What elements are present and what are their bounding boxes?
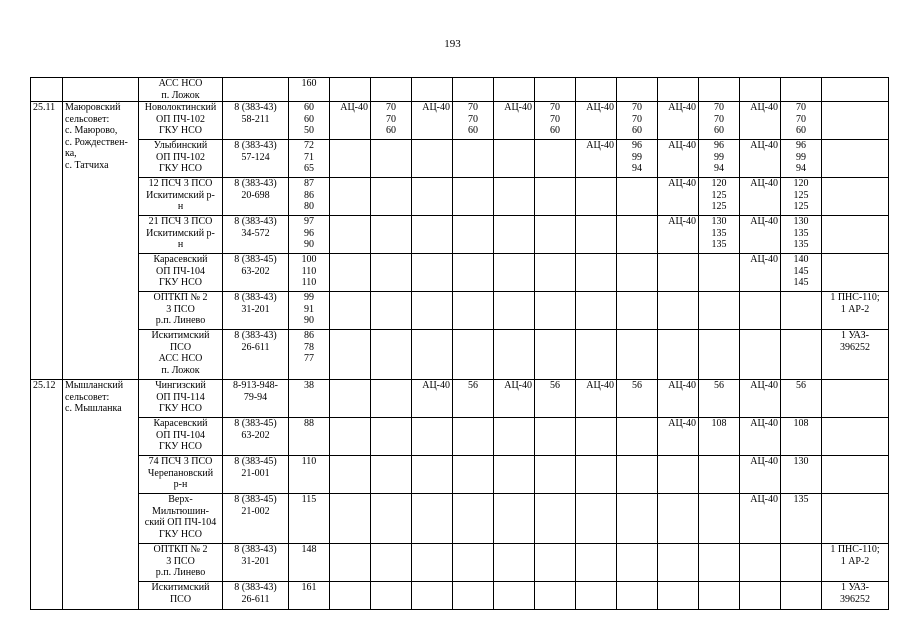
rank-5-truck bbox=[658, 292, 699, 330]
rank-6-truck bbox=[740, 544, 781, 582]
rank-6-time bbox=[781, 78, 822, 102]
rank-5-truck bbox=[658, 456, 699, 494]
phone-cell: 8 (383-43) 20-698 bbox=[223, 178, 289, 216]
distance-cell: 86 78 77 bbox=[289, 330, 330, 380]
other-equipment-cell bbox=[822, 140, 889, 178]
rank-1-truck bbox=[330, 418, 371, 456]
rank-5-time: 70 70 60 bbox=[699, 102, 740, 140]
distance-cell: 60 60 50 bbox=[289, 102, 330, 140]
rank-1-time bbox=[371, 456, 412, 494]
rank-3-truck bbox=[494, 78, 535, 102]
distance-cell: 160 bbox=[289, 78, 330, 102]
unit-cell: Искитимский ПСО АСС НСО п. Ложок bbox=[139, 330, 223, 380]
phone-cell: 8 (383-45) 21-002 bbox=[223, 494, 289, 544]
rank-3-time bbox=[535, 78, 576, 102]
distance-cell: 72 71 65 bbox=[289, 140, 330, 178]
rank-2-truck bbox=[412, 216, 453, 254]
rank-5-time: 120 125 125 bbox=[699, 178, 740, 216]
rank-2-truck bbox=[412, 456, 453, 494]
rank-1-time bbox=[371, 178, 412, 216]
unit-cell: Верх- Мильтюшин- ский ОП ПЧ-104 ГКУ НСО bbox=[139, 494, 223, 544]
rank-3-time bbox=[535, 292, 576, 330]
table-row bbox=[31, 418, 889, 456]
table-row bbox=[31, 380, 889, 418]
distance-cell: 87 86 80 bbox=[289, 178, 330, 216]
rank-2-truck bbox=[412, 544, 453, 582]
rank-5-truck: АЦ-40 bbox=[658, 178, 699, 216]
rank-4-time: 56 bbox=[617, 380, 658, 418]
rank-1-time bbox=[371, 216, 412, 254]
rank-4-time: 96 99 94 bbox=[617, 140, 658, 178]
rank-4-truck: АЦ-40 bbox=[576, 380, 617, 418]
rank-1-time: 70 70 60 bbox=[371, 102, 412, 140]
unit-cell: 21 ПСЧ 3 ПСО Искитимский р- н bbox=[139, 216, 223, 254]
table-row bbox=[31, 494, 889, 544]
row-number-cell: 25.11 bbox=[31, 102, 63, 380]
rank-3-truck bbox=[494, 418, 535, 456]
rank-5-truck: АЦ-40 bbox=[658, 102, 699, 140]
table-row bbox=[31, 544, 889, 582]
phone-cell: 8 (383-45) 21-001 bbox=[223, 456, 289, 494]
rank-2-time bbox=[453, 418, 494, 456]
phone-cell: 8 (383-43) 31-201 bbox=[223, 292, 289, 330]
rank-1-time bbox=[371, 544, 412, 582]
rank-5-time bbox=[699, 544, 740, 582]
rank-6-time: 70 70 60 bbox=[781, 102, 822, 140]
distance-cell: 148 bbox=[289, 544, 330, 582]
rank-6-truck: АЦ-40 bbox=[740, 140, 781, 178]
rank-5-time bbox=[699, 78, 740, 102]
rank-4-time bbox=[617, 254, 658, 292]
rank-1-truck bbox=[330, 254, 371, 292]
unit-cell: ОПТКП № 2 3 ПСО р.п. Линево bbox=[139, 544, 223, 582]
distance-cell: 115 bbox=[289, 494, 330, 544]
rank-3-truck bbox=[494, 330, 535, 380]
page-number: 193 bbox=[444, 38, 461, 50]
rank-5-truck bbox=[658, 78, 699, 102]
distance-cell: 161 bbox=[289, 582, 330, 610]
rank-3-time bbox=[535, 178, 576, 216]
rank-3-time bbox=[535, 418, 576, 456]
rank-1-truck bbox=[330, 292, 371, 330]
distance-cell: 99 91 90 bbox=[289, 292, 330, 330]
rank-3-time bbox=[535, 582, 576, 610]
rank-5-truck bbox=[658, 582, 699, 610]
rank-3-truck bbox=[494, 544, 535, 582]
rank-3-truck bbox=[494, 582, 535, 610]
phone-cell: 8 (383-43) 26-611 bbox=[223, 582, 289, 610]
rank-3-time: 56 bbox=[535, 380, 576, 418]
rank-4-time bbox=[617, 494, 658, 544]
rank-1-truck bbox=[330, 494, 371, 544]
rank-4-truck bbox=[576, 254, 617, 292]
other-equipment-cell: 1 УАЗ- 396252 bbox=[822, 582, 889, 610]
rank-2-truck bbox=[412, 582, 453, 610]
distance-cell: 88 bbox=[289, 418, 330, 456]
table-row bbox=[31, 456, 889, 494]
rank-2-time bbox=[453, 254, 494, 292]
rank-3-truck bbox=[494, 494, 535, 544]
phone-cell bbox=[223, 78, 289, 102]
rank-2-time: 70 70 60 bbox=[453, 102, 494, 140]
rank-3-time bbox=[535, 254, 576, 292]
rank-5-time bbox=[699, 582, 740, 610]
rank-1-truck bbox=[330, 140, 371, 178]
unit-cell: Улыбинский ОП ПЧ-102 ГКУ НСО bbox=[139, 140, 223, 178]
rank-5-truck: АЦ-40 bbox=[658, 216, 699, 254]
rank-4-time bbox=[617, 78, 658, 102]
rank-4-truck bbox=[576, 78, 617, 102]
rank-1-time bbox=[371, 78, 412, 102]
rank-5-truck bbox=[658, 254, 699, 292]
rank-5-truck bbox=[658, 494, 699, 544]
rank-5-truck: АЦ-40 bbox=[658, 380, 699, 418]
rank-1-truck bbox=[330, 380, 371, 418]
other-equipment-cell bbox=[822, 254, 889, 292]
rank-6-time bbox=[781, 544, 822, 582]
phone-cell: 8 (383-43) 26-611 bbox=[223, 330, 289, 380]
phone-cell: 8 (383-45) 63-202 bbox=[223, 254, 289, 292]
rank-6-time: 56 bbox=[781, 380, 822, 418]
table-row bbox=[31, 140, 889, 178]
unit-cell: 12 ПСЧ 3 ПСО Искитимский р- н bbox=[139, 178, 223, 216]
rank-6-truck bbox=[740, 292, 781, 330]
rank-1-time bbox=[371, 582, 412, 610]
rank-2-time bbox=[453, 178, 494, 216]
rank-6-truck: АЦ-40 bbox=[740, 418, 781, 456]
rank-6-time: 135 bbox=[781, 494, 822, 544]
rank-1-truck bbox=[330, 330, 371, 380]
rank-4-truck bbox=[576, 544, 617, 582]
rank-6-time: 96 99 94 bbox=[781, 140, 822, 178]
rank-6-time bbox=[781, 330, 822, 380]
rank-6-time: 130 bbox=[781, 456, 822, 494]
rank-5-time: 56 bbox=[699, 380, 740, 418]
rank-1-truck: АЦ-40 bbox=[330, 102, 371, 140]
rank-2-time bbox=[453, 292, 494, 330]
distance-cell: 97 96 90 bbox=[289, 216, 330, 254]
unit-cell: 74 ПСЧ 3 ПСО Черепановский р-н bbox=[139, 456, 223, 494]
rank-1-time bbox=[371, 418, 412, 456]
rank-2-time bbox=[453, 216, 494, 254]
phone-cell: 8 (383-43) 34-572 bbox=[223, 216, 289, 254]
rank-6-truck bbox=[740, 582, 781, 610]
rank-2-time bbox=[453, 456, 494, 494]
rank-3-truck bbox=[494, 178, 535, 216]
rank-3-truck bbox=[494, 292, 535, 330]
unit-cell: Карасевский ОП ПЧ-104 ГКУ НСО bbox=[139, 418, 223, 456]
distance-cell: 110 bbox=[289, 456, 330, 494]
rank-2-truck bbox=[412, 254, 453, 292]
rank-3-time: 70 70 60 bbox=[535, 102, 576, 140]
rank-5-time: 96 99 94 bbox=[699, 140, 740, 178]
table-row bbox=[31, 330, 889, 380]
rank-6-time: 108 bbox=[781, 418, 822, 456]
rank-6-time: 140 145 145 bbox=[781, 254, 822, 292]
rank-4-truck bbox=[576, 582, 617, 610]
phone-cell: 8-913-948- 79-94 bbox=[223, 380, 289, 418]
rank-6-time bbox=[781, 292, 822, 330]
rank-3-time bbox=[535, 456, 576, 494]
rank-4-truck bbox=[576, 216, 617, 254]
row-number-cell bbox=[31, 78, 63, 102]
rank-4-truck bbox=[576, 418, 617, 456]
phone-cell: 8 (383-45) 63-202 bbox=[223, 418, 289, 456]
rank-4-time bbox=[617, 178, 658, 216]
unit-cell: Карасевский ОП ПЧ-104 ГКУ НСО bbox=[139, 254, 223, 292]
rank-5-truck bbox=[658, 544, 699, 582]
rank-1-time bbox=[371, 330, 412, 380]
rank-6-truck: АЦ-40 bbox=[740, 102, 781, 140]
table-row bbox=[31, 102, 889, 140]
rank-1-time bbox=[371, 380, 412, 418]
settlement-cell: Мышланский сельсовет: с. Мышланка bbox=[63, 380, 139, 610]
rank-1-truck bbox=[330, 544, 371, 582]
other-equipment-cell: 1 УАЗ- 396252 bbox=[822, 330, 889, 380]
other-equipment-cell bbox=[822, 102, 889, 140]
rank-2-time bbox=[453, 494, 494, 544]
rank-2-truck bbox=[412, 494, 453, 544]
rank-2-truck bbox=[412, 178, 453, 216]
other-equipment-cell: 1 ПНС-110; 1 АР-2 bbox=[822, 292, 889, 330]
rank-6-time: 120 125 125 bbox=[781, 178, 822, 216]
rank-2-truck: АЦ-40 bbox=[412, 380, 453, 418]
rank-2-time bbox=[453, 544, 494, 582]
rank-2-truck bbox=[412, 78, 453, 102]
rank-4-time bbox=[617, 456, 658, 494]
table-row bbox=[31, 582, 889, 610]
rank-2-time bbox=[453, 582, 494, 610]
table-row bbox=[31, 254, 889, 292]
rank-1-truck bbox=[330, 78, 371, 102]
rank-4-time bbox=[617, 418, 658, 456]
rank-6-truck: АЦ-40 bbox=[740, 178, 781, 216]
rank-4-truck bbox=[576, 456, 617, 494]
unit-cell: ОПТКП № 2 3 ПСО р.п. Линево bbox=[139, 292, 223, 330]
rank-3-time bbox=[535, 140, 576, 178]
table-row bbox=[31, 178, 889, 216]
rank-6-time bbox=[781, 582, 822, 610]
rank-5-time: 130 135 135 bbox=[699, 216, 740, 254]
rank-3-truck bbox=[494, 456, 535, 494]
rank-4-time bbox=[617, 292, 658, 330]
rank-1-time bbox=[371, 292, 412, 330]
rank-4-time: 70 70 60 bbox=[617, 102, 658, 140]
rank-4-truck bbox=[576, 292, 617, 330]
rank-3-time bbox=[535, 330, 576, 380]
rank-3-time bbox=[535, 216, 576, 254]
rank-5-time bbox=[699, 292, 740, 330]
rank-1-time bbox=[371, 494, 412, 544]
unit-cell: Чингизский ОП ПЧ-114 ГКУ НСО bbox=[139, 380, 223, 418]
rank-2-time bbox=[453, 78, 494, 102]
rank-2-truck bbox=[412, 292, 453, 330]
rank-4-time bbox=[617, 216, 658, 254]
rank-3-truck: АЦ-40 bbox=[494, 102, 535, 140]
other-equipment-cell bbox=[822, 78, 889, 102]
rank-2-truck bbox=[412, 330, 453, 380]
settlement-cell bbox=[63, 78, 139, 102]
rank-2-truck bbox=[412, 418, 453, 456]
other-equipment-cell bbox=[822, 456, 889, 494]
rank-5-truck bbox=[658, 330, 699, 380]
rank-1-truck bbox=[330, 456, 371, 494]
rank-3-time bbox=[535, 544, 576, 582]
rank-3-truck bbox=[494, 216, 535, 254]
rank-5-truck: АЦ-40 bbox=[658, 140, 699, 178]
phone-cell: 8 (383-43) 57-124 bbox=[223, 140, 289, 178]
rank-6-truck: АЦ-40 bbox=[740, 380, 781, 418]
unit-cell: Искитимский ПСО bbox=[139, 582, 223, 610]
rank-6-truck bbox=[740, 330, 781, 380]
rank-4-truck: АЦ-40 bbox=[576, 102, 617, 140]
rank-6-truck bbox=[740, 78, 781, 102]
rank-4-truck bbox=[576, 178, 617, 216]
rank-5-time bbox=[699, 456, 740, 494]
table-row bbox=[31, 78, 889, 102]
other-equipment-cell bbox=[822, 216, 889, 254]
rank-5-time bbox=[699, 330, 740, 380]
unit-cell: Новолоктинский ОП ПЧ-102 ГКУ НСО bbox=[139, 102, 223, 140]
rank-6-time: 130 135 135 bbox=[781, 216, 822, 254]
rank-5-time bbox=[699, 254, 740, 292]
rank-6-truck: АЦ-40 bbox=[740, 216, 781, 254]
distance-cell: 38 bbox=[289, 380, 330, 418]
rank-3-truck bbox=[494, 254, 535, 292]
table-row bbox=[31, 216, 889, 254]
rank-6-truck: АЦ-40 bbox=[740, 254, 781, 292]
other-equipment-cell bbox=[822, 494, 889, 544]
rank-4-time bbox=[617, 544, 658, 582]
rank-1-time bbox=[371, 140, 412, 178]
rank-4-truck bbox=[576, 330, 617, 380]
fire-response-table bbox=[30, 77, 889, 610]
rank-2-truck: АЦ-40 bbox=[412, 102, 453, 140]
other-equipment-cell bbox=[822, 418, 889, 456]
row-number-cell: 25.12 bbox=[31, 380, 63, 610]
rank-5-time bbox=[699, 494, 740, 544]
rank-4-truck: АЦ-40 bbox=[576, 140, 617, 178]
other-equipment-cell bbox=[822, 178, 889, 216]
rank-6-truck: АЦ-40 bbox=[740, 456, 781, 494]
rank-1-truck bbox=[330, 582, 371, 610]
rank-1-time bbox=[371, 254, 412, 292]
rank-3-time bbox=[535, 494, 576, 544]
distance-cell: 100 110 110 bbox=[289, 254, 330, 292]
unit-cell: АСС НСО п. Ложок bbox=[139, 78, 223, 102]
rank-1-truck bbox=[330, 178, 371, 216]
phone-cell: 8 (383-43) 31-201 bbox=[223, 544, 289, 582]
rank-2-time: 56 bbox=[453, 380, 494, 418]
rank-4-truck bbox=[576, 494, 617, 544]
rank-5-time: 108 bbox=[699, 418, 740, 456]
rank-2-time bbox=[453, 330, 494, 380]
settlement-cell: Маюровский сельсовет: с. Маюрово, с. Рождествен- ка, с. Татчиха bbox=[63, 102, 139, 380]
rank-4-time bbox=[617, 330, 658, 380]
rank-2-time bbox=[453, 140, 494, 178]
table-row bbox=[31, 292, 889, 330]
rank-3-truck: АЦ-40 bbox=[494, 380, 535, 418]
rank-3-truck bbox=[494, 140, 535, 178]
phone-cell: 8 (383-43) 58-211 bbox=[223, 102, 289, 140]
other-equipment-cell: 1 ПНС-110; 1 АР-2 bbox=[822, 544, 889, 582]
rank-5-truck: АЦ-40 bbox=[658, 418, 699, 456]
rank-1-truck bbox=[330, 216, 371, 254]
rank-6-truck: АЦ-40 bbox=[740, 494, 781, 544]
other-equipment-cell bbox=[822, 380, 889, 418]
rank-2-truck bbox=[412, 140, 453, 178]
rank-4-time bbox=[617, 582, 658, 610]
